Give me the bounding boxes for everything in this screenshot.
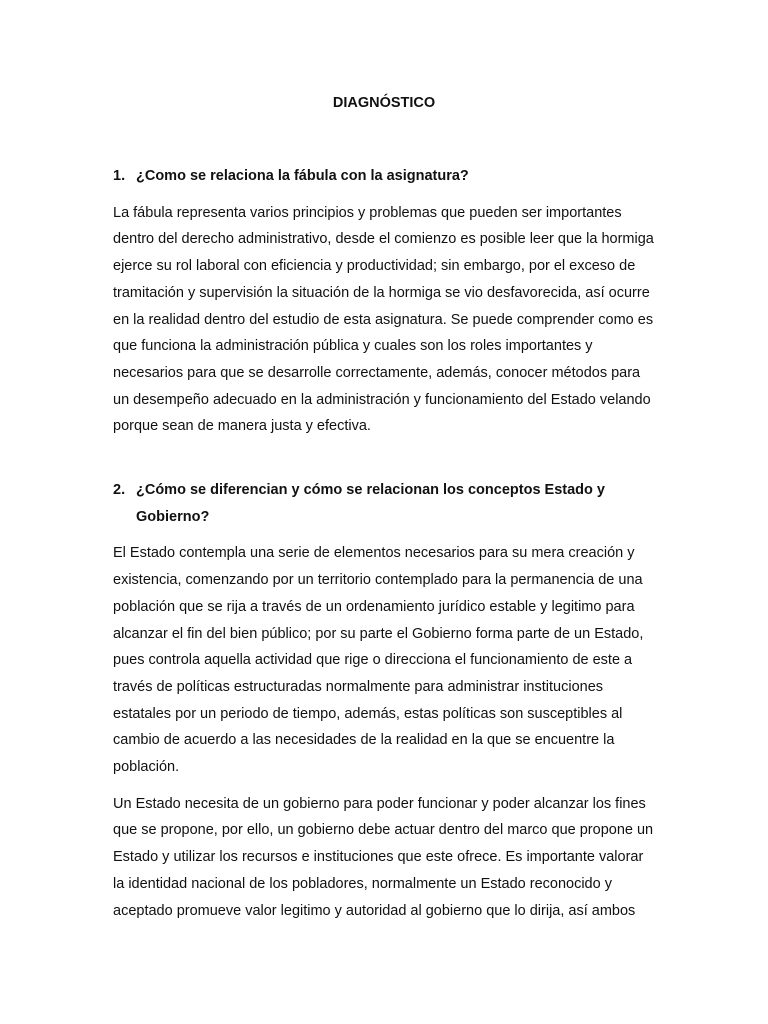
document-title: DIAGNÓSTICO <box>332 95 436 111</box>
question-1-number: 1. <box>113 168 126 184</box>
section-2-paragraph-1: El Estado contempla una serie de elementos necesarios para su mera creación y existencia, comenzando por un territorio contemplado para la permanencia de una población que se rija a través de un ordenamiento jurídico estable y legitimo para alcanzar el fin del bien público; por su parte el Gobierno forma parte de un Estado, pues controla aquella actividad que rige o direcciona el funcionamiento de este a través de políticas estructuradas normalmente para administrar instituciones estatales por un periodo de tiempo, además, estas políticas son susceptibles al cambio de acuerdo a las necesidades de la realidad en la que se encuentre la población. <box>113 545 644 776</box>
question-2 <box>113 477 658 530</box>
question-2-text: ¿Cómo se diferencian y cómo se relacionan los conceptos Estado y Gobierno? <box>136 482 605 525</box>
section-1 <box>113 163 658 440</box>
document-body <box>113 163 658 924</box>
question-2-number: 2. <box>113 482 126 499</box>
section-2 <box>113 477 658 924</box>
section-2-paragraph-2: Un Estado necesita de un gobierno para poder funcionar y poder alcanzar los fines que se propone, por ello, un gobierno debe actuar dentro del marco que propone un Estado y utilizar los recursos e instituciones que este ofrece. Es importante valorar la identidad nacional de los pobladores, normalmente un Estado reconocido y aceptado promueve valor legitimo y autoridad al gobierno que lo dirija, así ambos <box>113 795 654 919</box>
question-1 <box>113 163 658 190</box>
question-1-text: ¿Como se relaciona la fábula con la asignatura? <box>136 168 469 184</box>
section-1-paragraph-1: La fábula representa varios principios y problemas que pueden ser importantes dentro del derecho administrativo, desde el comienzo es posible leer que la hormiga ejerce su rol laboral con eficiencia y productividad; sin embargo, por el exceso de tramitación y supervisión la situación de la hormiga se vio desfavorecida, así ocurre en la realidad dentro del estudio de esta asignatura. Se puede comprender como es que funciona la administración pública y cuales son los roles importantes y necesarios para que se desarrolle correctamente, además, conocer métodos para un desempeño adecuado en la administración y funcionamiento del Estado velando porque sean de manera justa y efectiva. <box>113 204 654 435</box>
